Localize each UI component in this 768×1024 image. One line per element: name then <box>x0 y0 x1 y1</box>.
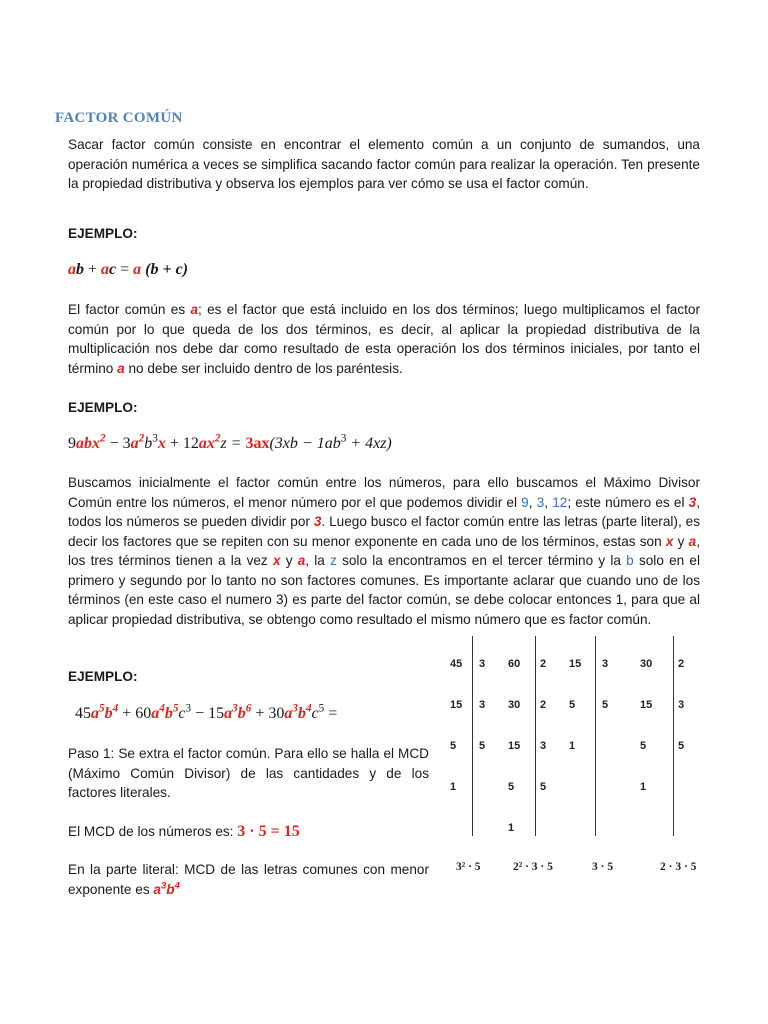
example-label-1: EJEMPLO: <box>68 226 138 241</box>
table-num: 5 <box>508 781 515 793</box>
table-num: 1 <box>508 822 515 834</box>
step-1-paragraph: Paso 1: Se extra el factor común. Para ello se halla el MCD (Máximo Común Divisor) de las cantidades y de los factores literales. <box>68 746 429 800</box>
table-div: 3 <box>479 658 486 670</box>
example-label-2: EJEMPLO: <box>68 400 138 415</box>
table-div: 5 <box>678 740 685 752</box>
table-num: 5 <box>640 740 647 752</box>
table-div: 5 <box>540 781 547 793</box>
table-div: 2 <box>678 658 685 670</box>
table-result: 2² · 3 · 5 <box>513 861 553 873</box>
table-div: 2 <box>540 658 547 670</box>
divider-line <box>673 636 674 836</box>
table-div: 3 <box>602 658 609 670</box>
table-div: 3 <box>479 699 486 711</box>
table-num: 15 <box>450 699 463 711</box>
table-div: 2 <box>540 699 547 711</box>
table-num: 15 <box>640 699 653 711</box>
divider-line <box>535 636 536 836</box>
table-result: 3² · 5 <box>456 861 481 873</box>
table-div: 3 <box>540 740 547 752</box>
table-div: 3 <box>678 699 685 711</box>
divider-line <box>472 636 473 836</box>
table-num: 5 <box>450 740 457 752</box>
table-result: 3 · 5 <box>592 861 614 873</box>
equation-2: $9abx^2 - 3a^2b^3x + 12ax^2z = 3ax(3xb - 1ab^3 + 4xz)$ <box>68 432 392 452</box>
explanation-paragraph-1: El factor común es a; es el factor que está incluido en los dos términos; luego multiplicamos el factor común por lo que queda de los dos términos, es decir, al aplicar la propiedad distributiva de la multiplicación nos debe dar como resultado de esta operación los dos términos iniciales, por tanto el término a no debe ser incluido dentro de los paréntesis. <box>68 302 700 376</box>
explanation-paragraph-2: Buscamos inicialmente el factor común entre los números, para ello buscamos el Máximo Divisor Común entre los números, el menor número por el que podemos dividir el 9, 3, 12; este número es el 3, todos los números se pueden dividir por 3. Luego busco el factor común entre las letras (parte literal), es decir los factores que se repiten con su menor exponente en cada uno de los términos, estas son x y a, los tres términos tienen a la vez x y a, la z solo la encontramos en el tercer término y la b solo en el primero y segundo por lo tanto no son factores comunes. Es importante aclarar que cuando uno de los términos (en este caso el numero 3) es parte del factor común, se debe colocar entonces 1, para que al aplicar propiedad distributiva, se obtengo como resultado el mismo número que es factor común. <box>68 475 700 627</box>
equation-1: ab + ac = a (b + c) <box>68 261 189 278</box>
example-label-3: EJEMPLO: <box>68 669 138 684</box>
intro-paragraph: Sacar factor común consiste en encontrar el elemento común a un conjunto de sumandos, una operación numérica a veces se simplifica sacando factor común para realizar la operación. Ten presente la propiedad distributiva y observa los ejemplos para ver cómo se usa el factor común. <box>68 137 700 191</box>
literal-paragraph: En la parte literal: MCD de las letras comunes con menor exponente es $a^3b^4$ <box>68 862 429 897</box>
table-num: 30 <box>508 699 521 711</box>
table-num: 1 <box>640 781 647 793</box>
factorization-table <box>440 650 740 900</box>
table-div: 5 <box>602 699 609 711</box>
table-num: 30 <box>640 658 653 670</box>
table-num: 60 <box>508 658 521 670</box>
table-num: 45 <box>450 658 463 670</box>
divider-line <box>595 636 596 836</box>
equation-3: $45a^5b^4 + 60a^4b^5c^3 - 15a^3b^6 + 30a^3b^4c^5$ = <box>75 702 338 722</box>
table-num: 5 <box>569 699 576 711</box>
table-div: 5 <box>479 740 486 752</box>
table-result: 2 · 3 · 5 <box>660 861 697 873</box>
page-title: FACTOR COMÚN <box>55 110 183 126</box>
table-num: 1 <box>450 781 457 793</box>
table-num: 15 <box>508 740 521 752</box>
mcd-line: El MCD de los números es: 3 · 5 = 15 <box>68 823 300 840</box>
table-num: 1 <box>569 740 576 752</box>
table-num: 15 <box>569 658 582 670</box>
